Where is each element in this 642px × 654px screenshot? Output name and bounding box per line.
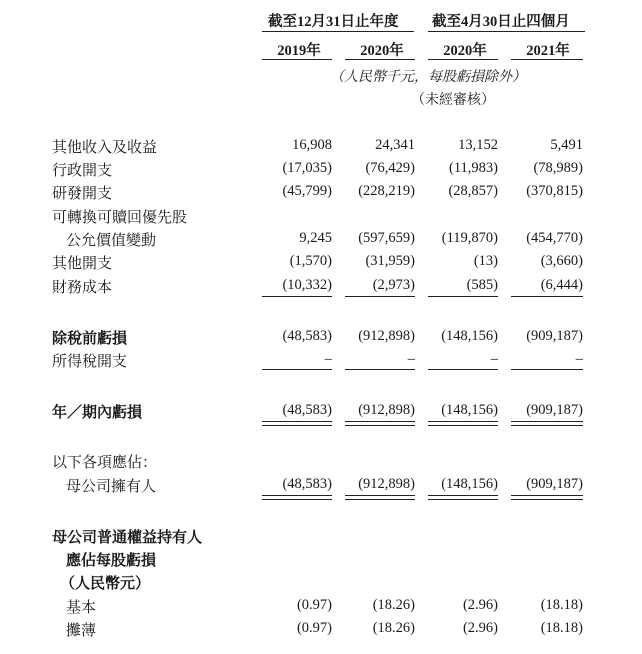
cell-value: 5,491 (550, 137, 583, 153)
cell-value: (0.97) (296, 597, 332, 613)
cell-value: – (324, 351, 332, 367)
cell-value: (909,187) (526, 402, 583, 418)
cell-value: (912,898) (358, 328, 415, 344)
cell-value: – (575, 351, 583, 367)
cell-value: (11,983) (449, 160, 498, 176)
row-label-loss-before-tax: 除稅前虧損 (52, 331, 128, 347)
cell-value: (17,035) (282, 160, 332, 176)
header-underline-annual (262, 31, 414, 32)
row-label-other-income: 其他收入及收益 (52, 140, 158, 156)
row-label-owners-of-parent: 母公司擁有人 (66, 479, 157, 495)
cell-value: (148,156) (441, 476, 498, 492)
year-underline (428, 59, 498, 60)
cell-value: (45,799) (282, 183, 332, 199)
year-header-2021-interim: 2021年 (526, 43, 570, 59)
total-double-rule (428, 495, 498, 500)
row-label-admin-expenses: 行政開支 (52, 163, 113, 179)
year-underline (345, 59, 415, 60)
row-label-eps-subheading: 應佔每股虧損 (66, 553, 157, 569)
subtotal-rule (262, 369, 332, 370)
header-underline-four-months (428, 31, 585, 32)
row-label-attributable-to: 以下各項應佔： (52, 455, 158, 471)
period-header-annual: 截至12月31日止年度 (268, 14, 399, 30)
cell-value: – (490, 351, 498, 367)
total-double-rule (428, 421, 498, 426)
row-label-eps-unit: （人民幣元） (60, 576, 151, 592)
cell-value: (1,570) (289, 253, 332, 269)
cell-value: (119,870) (441, 230, 498, 246)
cell-value: 13,152 (458, 137, 498, 153)
row-label-diluted: 攤薄 (66, 623, 97, 639)
row-label-income-tax: 所得稅開支 (52, 354, 128, 370)
cell-value: (2,973) (372, 277, 415, 293)
row-label-eps-heading: 母公司普通權益持有人 (52, 530, 203, 546)
cell-value: (78,989) (533, 160, 583, 176)
cell-value: (76,429) (365, 160, 415, 176)
cell-value: (912,898) (358, 476, 415, 492)
cell-value: – (407, 351, 415, 367)
subtotal-rule (262, 296, 332, 297)
year-underline (511, 59, 583, 60)
row-label-fair-value-change: 公允價值變動 (66, 233, 157, 249)
cell-value: (909,187) (526, 476, 583, 492)
cell-value: (585) (466, 277, 498, 293)
year-header-2019: 2019年 (277, 43, 321, 59)
row-label-basic: 基本 (66, 600, 97, 616)
cell-value: (13) (473, 253, 498, 269)
cell-value: (18.26) (372, 620, 415, 636)
cell-value: (3,660) (540, 253, 583, 269)
cell-value: (18.18) (540, 620, 583, 636)
cell-value: (2.96) (462, 620, 498, 636)
cell-value: (48,583) (282, 476, 332, 492)
total-double-rule (511, 421, 583, 426)
cell-value: 9,245 (299, 230, 332, 246)
cell-value: 16,908 (292, 137, 332, 153)
cell-value: 24,341 (375, 137, 415, 153)
total-double-rule (345, 495, 415, 500)
row-label-loss-for-period: 年／期內虧損 (52, 405, 143, 421)
cell-value: (18.18) (540, 597, 583, 613)
row-label-other-expenses: 其他開支 (52, 256, 113, 272)
cell-value: (18.26) (372, 597, 415, 613)
total-double-rule (511, 495, 583, 500)
subtotal-rule (428, 296, 498, 297)
cell-value: (10,332) (282, 277, 332, 293)
year-header-2020: 2020年 (360, 43, 404, 59)
subtotal-rule (511, 296, 583, 297)
year-header-2020-interim: 2020年 (443, 43, 487, 59)
cell-value: (597,659) (358, 230, 415, 246)
total-double-rule (345, 421, 415, 426)
row-label-finance-costs: 財務成本 (52, 280, 113, 296)
cell-value: (48,583) (282, 402, 332, 418)
subtotal-rule (511, 369, 583, 370)
cell-value: (912,898) (358, 402, 415, 418)
period-header-four-months: 截至4月30日止四個月 (432, 14, 570, 30)
cell-value: (31,959) (365, 253, 415, 269)
total-double-rule (262, 495, 332, 500)
cell-value: (148,156) (441, 402, 498, 418)
cell-value: (228,219) (358, 183, 415, 199)
audit-note: （未經審核） (411, 93, 495, 108)
cell-value: (28,857) (448, 183, 498, 199)
cell-value: (370,815) (526, 183, 583, 199)
cell-value: (909,187) (526, 328, 583, 344)
subtotal-rule (345, 369, 415, 370)
total-double-rule (262, 421, 332, 426)
cell-value: (454,770) (526, 230, 583, 246)
unit-note: （人民幣千元，每股虧損除外） (330, 70, 526, 85)
cell-value: (0.97) (296, 620, 332, 636)
cell-value: (48,583) (282, 328, 332, 344)
subtotal-rule (428, 369, 498, 370)
subtotal-rule (345, 296, 415, 297)
year-underline (262, 59, 332, 60)
cell-value: (6,444) (540, 277, 583, 293)
cell-value: (2.96) (462, 597, 498, 613)
row-label-convertible-preferred: 可轉換可贖回優先股 (52, 210, 188, 226)
cell-value: (148,156) (441, 328, 498, 344)
row-label-rnd-expenses: 研發開支 (52, 186, 113, 202)
